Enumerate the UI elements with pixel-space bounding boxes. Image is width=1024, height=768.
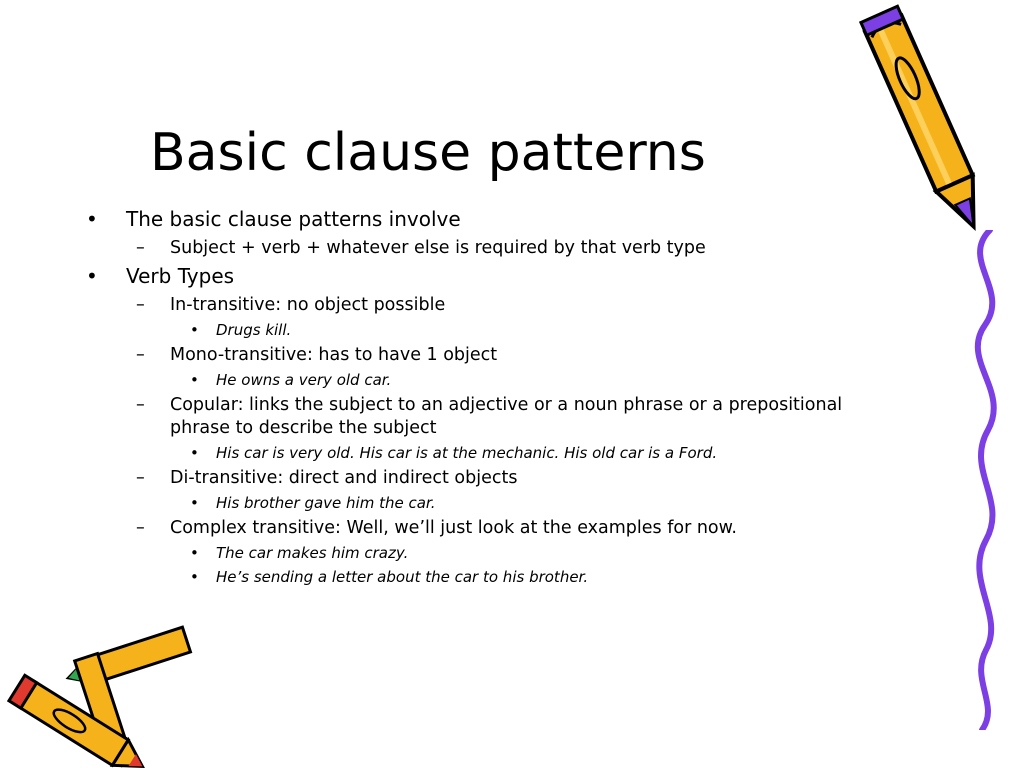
bullet-marker: • [86, 264, 98, 288]
dash-marker: – [136, 345, 145, 365]
list-item [86, 206, 886, 233]
bullet-marker: • [190, 371, 199, 389]
bullet-list [86, 206, 886, 591]
list-item-text: Complex transitive: Well, we’ll just look at the examples for now. [170, 518, 737, 538]
list-item-text: Mono-transitive: has to have 1 object [170, 345, 498, 365]
bullet-marker: • [190, 568, 199, 586]
example-text: Drugs kill. [216, 321, 292, 339]
list-item [86, 394, 886, 440]
bullet-marker: • [86, 207, 98, 231]
list-item [86, 493, 886, 514]
example-text: His car is very old. His car is at the mechanic. His old car is a Ford. [216, 444, 718, 462]
list-item [86, 467, 886, 490]
list-item-text: The basic clause patterns involve [126, 207, 461, 231]
dash-marker: – [136, 468, 145, 488]
list-item [86, 320, 886, 341]
slide-title: Basic clause patterns [150, 123, 706, 183]
list-item [86, 370, 886, 391]
dash-marker: – [136, 518, 145, 538]
list-item [86, 443, 886, 464]
dash-marker: – [136, 238, 145, 258]
list-item [86, 543, 886, 564]
bullet-marker: • [190, 321, 199, 339]
dash-marker: – [136, 295, 145, 315]
list-item-text: Copular: links the subject to an adjective or a noun phrase or a prepositional phrase to describe the subject [170, 395, 843, 438]
bullet-marker: • [190, 494, 199, 512]
list-item [86, 263, 886, 290]
list-item [86, 237, 886, 260]
list-item [86, 294, 886, 317]
example-text: He owns a very old car. [216, 371, 392, 389]
squiggle-line [950, 230, 1024, 730]
list-item [86, 344, 886, 367]
crayons-icon [0, 620, 210, 768]
example-text: He’s sending a letter about the car to his brother. [216, 568, 589, 586]
example-text: His brother gave him the car. [216, 494, 436, 512]
dash-marker: – [136, 395, 145, 415]
list-item-text: Subject + verb + whatever else is required by that verb type [170, 238, 706, 258]
list-item-text: In-transitive: no object possible [170, 295, 446, 315]
list-item-text: Verb Types [126, 264, 235, 288]
list-item-text: Di-transitive: direct and indirect objects [170, 468, 518, 488]
bullet-marker: • [190, 444, 199, 462]
example-text: The car makes him crazy. [216, 544, 409, 562]
list-item [86, 567, 886, 588]
list-item [86, 517, 886, 540]
bullet-marker: • [190, 544, 199, 562]
